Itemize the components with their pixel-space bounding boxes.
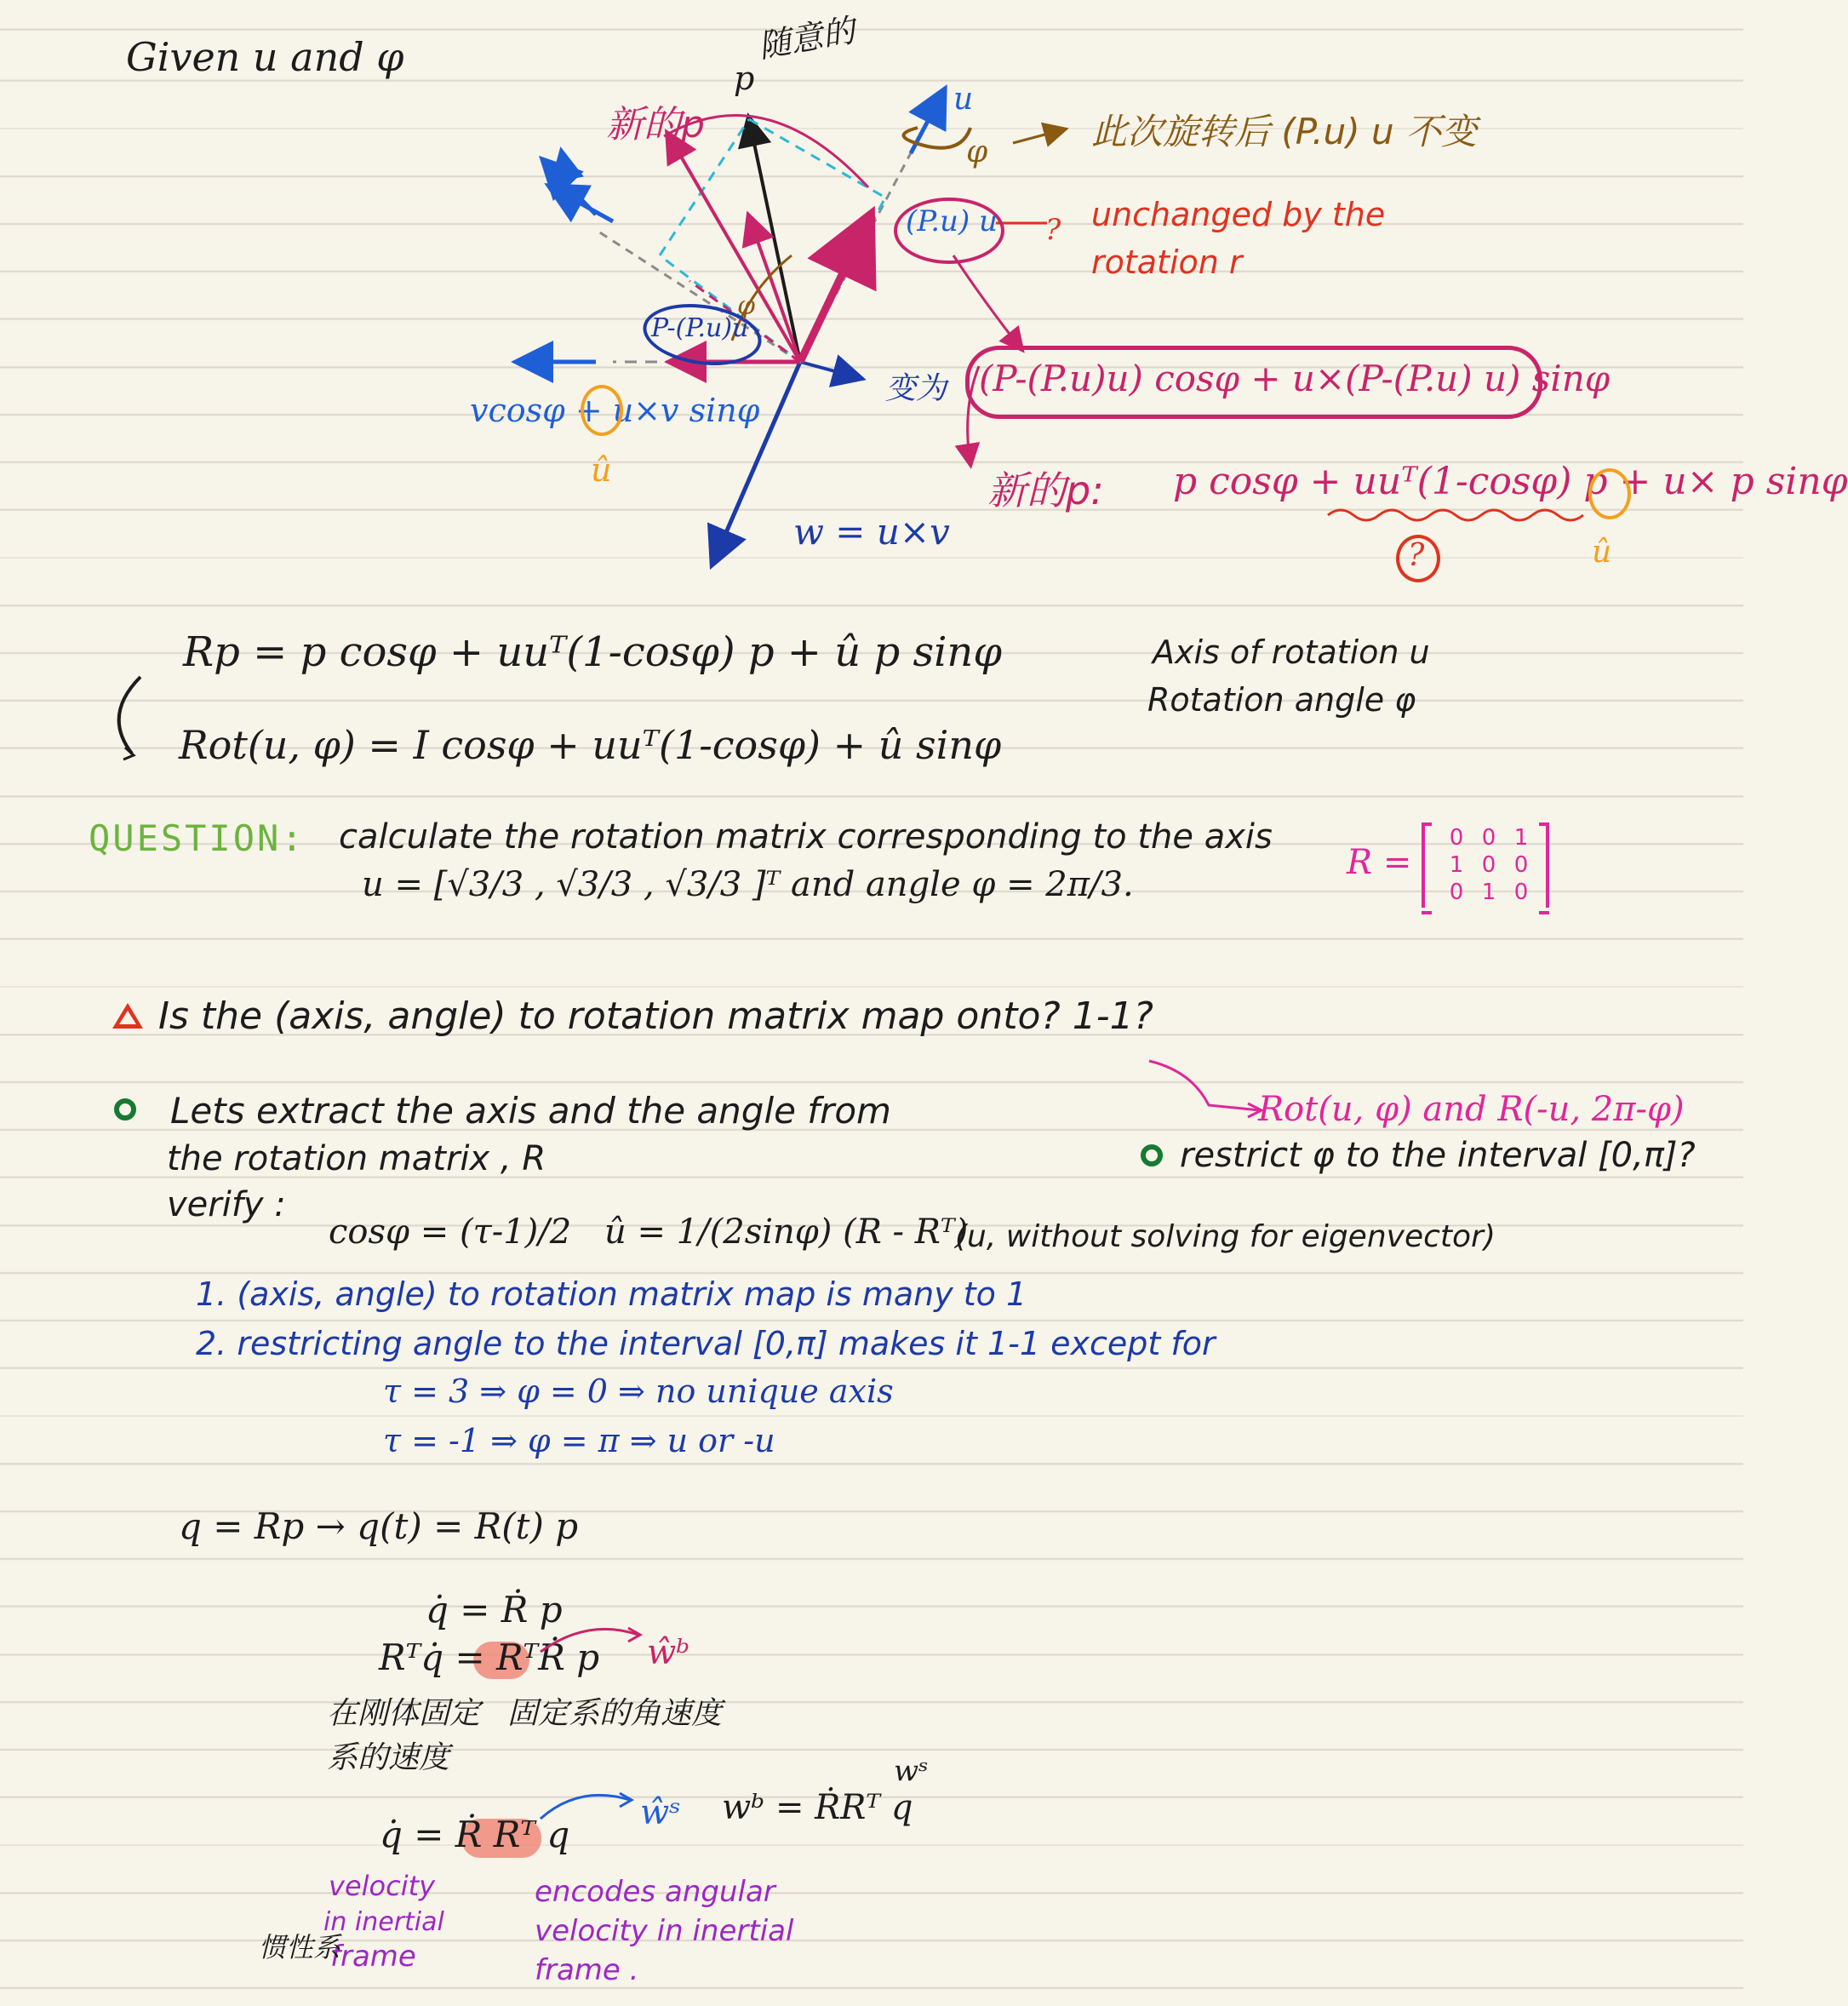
verify-label: verify : bbox=[167, 1185, 286, 1224]
u-highlight-circle bbox=[581, 385, 623, 436]
label-uhat-2: û bbox=[1592, 535, 1612, 570]
label-becomes: 变为 bbox=[885, 371, 947, 406]
cn-body-velocity-1: 在刚体固定 bbox=[327, 1696, 481, 1731]
matrix-cell: 0 bbox=[1449, 880, 1464, 905]
blue-up-left-2 bbox=[562, 153, 570, 196]
bracket-arrow bbox=[106, 673, 157, 766]
formula-rp: Rp = p cosφ + uuᵀ(1-cosφ) p + û p sinφ bbox=[183, 628, 1002, 676]
label-pu-u: (P.u) u bbox=[906, 204, 998, 238]
label-p: p bbox=[734, 60, 755, 97]
cos-formula: cosφ = (τ-1)/2 bbox=[329, 1212, 572, 1252]
expr-new-p: p cosφ + uuᵀ(1-cosφ) p + u× p sinφ bbox=[1173, 460, 1848, 503]
note-pu-unchanged: 此次旋转后 (P.u) u 不变 bbox=[1091, 111, 1477, 152]
matrix-cell: 0 bbox=[1513, 852, 1529, 878]
q-dot: q̇ = Ṙ p bbox=[426, 1589, 563, 1631]
rotation-angle: Rotation angle φ bbox=[1147, 681, 1416, 719]
warning-triangle-icon bbox=[112, 1003, 143, 1029]
question-line-1: calculate the rotation matrix corresponding to the axis bbox=[339, 817, 1273, 857]
rt-q-dot: Rᵀq̇ = RᵀṘ p bbox=[379, 1636, 600, 1678]
wavy-underline bbox=[1328, 510, 1583, 520]
bullet-circle-icon bbox=[114, 1098, 136, 1120]
list-item-2: 2. restricting angle to the interval [0,π] makes it 1-1 except for bbox=[196, 1325, 1216, 1362]
unchanged-line-2: rotation r bbox=[1091, 244, 1243, 281]
matrix-cell: 1 bbox=[1513, 825, 1529, 851]
encodes-line-3: frame . bbox=[535, 1953, 639, 1987]
cn-inertial: 惯性系 bbox=[259, 1931, 341, 1963]
u-highlight-circle-2 bbox=[1588, 468, 1631, 519]
matrix-cell: 0 bbox=[1449, 825, 1464, 851]
q-dot-2: q̇ = Ṙ Rᵀ q bbox=[380, 1814, 570, 1855]
list-item-1: 1. (axis, angle) to rotation matrix map is many to 1 bbox=[196, 1275, 1027, 1313]
bullet-circle-icon bbox=[1141, 1144, 1163, 1166]
case-1: τ = 3 ⇒ φ = 0 ⇒ no unique axis bbox=[383, 1373, 894, 1410]
velocity-line-1: velocity bbox=[329, 1870, 436, 1902]
matrix-cell: 1 bbox=[1449, 852, 1464, 878]
red-link-1 bbox=[953, 255, 1021, 349]
w-b-equation: wᵇ = ṘRᵀ q bbox=[722, 1788, 913, 1827]
pink-note: Rot(u, φ) and R(-u, 2π-φ) bbox=[1258, 1090, 1685, 1129]
extract-line-2: the rotation matrix , R bbox=[167, 1139, 546, 1178]
matrix-cell: 0 bbox=[1481, 852, 1496, 878]
label-q2: ? bbox=[1408, 538, 1425, 573]
label-random: 随意的 bbox=[755, 11, 858, 66]
matrix-cell: 0 bbox=[1481, 825, 1496, 851]
question-line-2: u = [√3/3 , √3/3 , √3/3 ]ᵀ and angle φ = 2π/3. bbox=[362, 865, 1134, 904]
cn-body-velocity-2: 系的速度 bbox=[327, 1740, 450, 1775]
w-s-hat: ŵˢ bbox=[640, 1793, 681, 1832]
pink-arrow bbox=[1141, 1054, 1268, 1122]
label-question: ? bbox=[1045, 213, 1061, 247]
restrict-note: restrict φ to the interval [0,π]? bbox=[1180, 1136, 1696, 1175]
brown-arrow bbox=[1013, 129, 1064, 143]
expr-becomes: (P-(P.u)u) cosφ + u×(P-(P.u) u) sinφ bbox=[979, 358, 1611, 399]
uhat-note: (u, without solving for eigenvector) bbox=[955, 1219, 1496, 1254]
case-2: τ = -1 ⇒ φ = π ⇒ u or -u bbox=[383, 1422, 775, 1459]
label-w: w = u×v bbox=[793, 511, 950, 553]
label-phi-small: φ bbox=[737, 291, 756, 321]
label-p-minus: P-(P.u)u bbox=[651, 313, 749, 343]
encodes-line-2: velocity in inertial bbox=[535, 1914, 794, 1948]
encodes-line-1: encodes angular bbox=[535, 1875, 775, 1909]
given-heading: Given u and φ bbox=[126, 34, 404, 80]
label-new-p: 新的p bbox=[606, 103, 705, 146]
extract-line-1: Lets extract the axis and the angle from bbox=[170, 1090, 891, 1132]
label-u-axis: u bbox=[953, 82, 974, 117]
axis-v-line bbox=[800, 362, 860, 378]
cn-fixed-angular: 固定系的角速度 bbox=[507, 1696, 723, 1731]
unchanged-line-1: unchanged by the bbox=[1091, 196, 1386, 233]
pu-u-vector bbox=[800, 220, 868, 362]
new-p-label: 新的p: bbox=[987, 467, 1104, 513]
expr-vcos: vcosφ + u×v sinφ bbox=[470, 392, 760, 429]
blue-upper-arrow bbox=[552, 187, 613, 221]
axis-of-rotation: Axis of rotation u bbox=[1153, 633, 1430, 671]
question-label: QUESTION: bbox=[89, 817, 306, 859]
w-s-label: wˢ bbox=[894, 1754, 929, 1788]
q-rp: q = Rp → q(t) = R(t) p bbox=[179, 1505, 579, 1547]
label-phi-u: φ bbox=[966, 135, 988, 169]
uhat-formula: û = 1/(2sinφ) (R - Rᵀ) bbox=[604, 1212, 969, 1252]
answer-matrix bbox=[1422, 822, 1549, 908]
label-uhat: û bbox=[591, 451, 612, 489]
velocity-line-2: in inertial bbox=[323, 1907, 444, 1937]
w-b-hat: ŵᵇ bbox=[647, 1633, 690, 1672]
answer-r-label: R = bbox=[1347, 843, 1412, 882]
matrix-cell: 0 bbox=[1513, 880, 1529, 905]
onto-question: Is the (axis, angle) to rotation matrix map onto? 1-1? bbox=[158, 994, 1153, 1038]
formula-rot: Rot(u, φ) = I cosφ + uuᵀ(1-cosφ) + û sinφ bbox=[179, 722, 1002, 768]
velocity-line-3: frame bbox=[330, 1940, 416, 1974]
matrix-cell: 1 bbox=[1481, 880, 1496, 905]
